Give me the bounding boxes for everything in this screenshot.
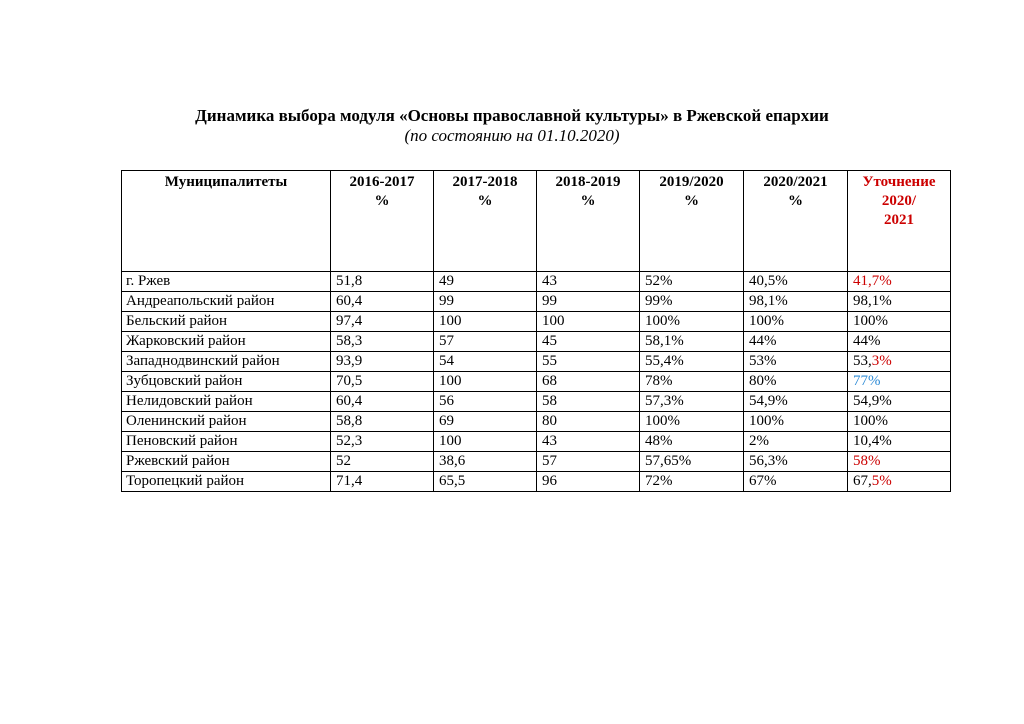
value-cell: 71,4 [331, 472, 434, 492]
refinement-value: 67, [853, 473, 872, 489]
data-table [121, 170, 951, 492]
value-cell: 55 [537, 352, 640, 372]
value-cell: 2% [744, 432, 848, 452]
municipality-cell: Бельский район [122, 312, 331, 332]
value-cell: 60,4 [331, 392, 434, 412]
refinement-cell [848, 352, 951, 372]
value-cell: 58,3 [331, 332, 434, 352]
header-column: 2018-2019 % [537, 171, 640, 272]
municipality-cell: Андреапольский район [122, 292, 331, 312]
header-column: 2016-2017 % [331, 171, 434, 272]
municipality-cell: Торопецкий район [122, 472, 331, 492]
refinement-cell [848, 452, 951, 472]
municipality-cell: г. Ржев [122, 272, 331, 292]
value-cell: 55,4% [640, 352, 744, 372]
value-cell: 51,8 [331, 272, 434, 292]
value-cell: 78% [640, 372, 744, 392]
refinement-value: 58% [853, 453, 881, 469]
table-row [122, 372, 951, 392]
table-row [122, 352, 951, 372]
value-cell: 54,9% [744, 392, 848, 412]
table-row [122, 412, 951, 432]
refinement-cell [848, 432, 951, 452]
value-cell: 100 [434, 432, 537, 452]
value-cell: 43 [537, 272, 640, 292]
municipality-cell: Жарковский район [122, 332, 331, 352]
value-cell: 57 [434, 332, 537, 352]
value-cell: 97,4 [331, 312, 434, 332]
value-cell: 44% [744, 332, 848, 352]
table-row [122, 292, 951, 312]
value-cell: 68 [537, 372, 640, 392]
value-cell: 58 [537, 392, 640, 412]
table-row [122, 432, 951, 452]
value-cell: 99% [640, 292, 744, 312]
value-cell: 80% [744, 372, 848, 392]
header-municipality: Муниципалитеты [122, 171, 331, 272]
value-cell: 98,1% [744, 292, 848, 312]
refinement-value: 10,4% [853, 433, 892, 449]
table-row [122, 332, 951, 352]
value-cell: 100% [640, 312, 744, 332]
value-cell: 99 [434, 292, 537, 312]
value-cell: 58,1% [640, 332, 744, 352]
refinement-cell [848, 392, 951, 412]
refinement-value: 53, [853, 353, 872, 369]
value-cell: 100% [744, 412, 848, 432]
value-cell: 56,3% [744, 452, 848, 472]
value-cell: 53% [744, 352, 848, 372]
value-cell: 69 [434, 412, 537, 432]
refinement-value: 98,1% [853, 293, 892, 309]
table-row [122, 452, 951, 472]
value-cell: 93,9 [331, 352, 434, 372]
table-row [122, 472, 951, 492]
header-column: 2017-2018 % [434, 171, 537, 272]
value-cell: 43 [537, 432, 640, 452]
header-column: 2019/2020 % [640, 171, 744, 272]
value-cell: 96 [537, 472, 640, 492]
value-cell: 57,65% [640, 452, 744, 472]
value-cell: 100 [434, 312, 537, 332]
table-row [122, 392, 951, 412]
document-subtitle: (по состоянию на 01.10.2020) [404, 126, 620, 145]
refinement-value: 100% [853, 313, 888, 329]
refinement-value: 54,9% [853, 393, 892, 409]
value-cell: 52% [640, 272, 744, 292]
header-column: 2020/2021 % [744, 171, 848, 272]
value-cell: 54 [434, 352, 537, 372]
value-cell: 48% [640, 432, 744, 452]
refinement-value: 5% [871, 473, 892, 489]
municipality-cell: Западнодвинский район [122, 352, 331, 372]
refinement-value: 41,7% [853, 273, 892, 289]
value-cell: 38,6 [434, 452, 537, 472]
refinement-value: 100% [853, 413, 888, 429]
refinement-value: 44% [853, 333, 881, 349]
refinement-cell [848, 412, 951, 432]
refinement-cell [848, 372, 951, 392]
refinement-value: 77% [853, 373, 881, 389]
table-row [122, 272, 951, 292]
header-column: Уточнение 2020/ 2021 [848, 171, 951, 272]
table-body [122, 272, 951, 492]
refinement-cell [848, 312, 951, 332]
refinement-cell [848, 332, 951, 352]
table-row [122, 312, 951, 332]
value-cell: 40,5% [744, 272, 848, 292]
value-cell: 57 [537, 452, 640, 472]
value-cell: 99 [537, 292, 640, 312]
municipality-cell: Оленинский район [122, 412, 331, 432]
document-title: Динамика выбора модуля «Основы православной культуры» в Ржевской епархии [195, 106, 829, 125]
value-cell: 58,8 [331, 412, 434, 432]
value-cell: 100 [434, 372, 537, 392]
value-cell: 100% [744, 312, 848, 332]
value-cell: 45 [537, 332, 640, 352]
refinement-cell [848, 472, 951, 492]
value-cell: 72% [640, 472, 744, 492]
value-cell: 70,5 [331, 372, 434, 392]
refinement-cell [848, 272, 951, 292]
municipality-cell: Нелидовский район [122, 392, 331, 412]
value-cell: 52,3 [331, 432, 434, 452]
table-header-row [122, 171, 951, 272]
municipality-cell: Ржевский район [122, 452, 331, 472]
refinement-value: 3% [871, 353, 892, 369]
municipality-cell: Зубцовский район [122, 372, 331, 392]
value-cell: 57,3% [640, 392, 744, 412]
value-cell: 60,4 [331, 292, 434, 312]
value-cell: 65,5 [434, 472, 537, 492]
value-cell: 80 [537, 412, 640, 432]
value-cell: 100% [640, 412, 744, 432]
value-cell: 100 [537, 312, 640, 332]
municipality-cell: Пеновский район [122, 432, 331, 452]
value-cell: 56 [434, 392, 537, 412]
value-cell: 67% [744, 472, 848, 492]
value-cell: 52 [331, 452, 434, 472]
refinement-cell [848, 292, 951, 312]
value-cell: 49 [434, 272, 537, 292]
